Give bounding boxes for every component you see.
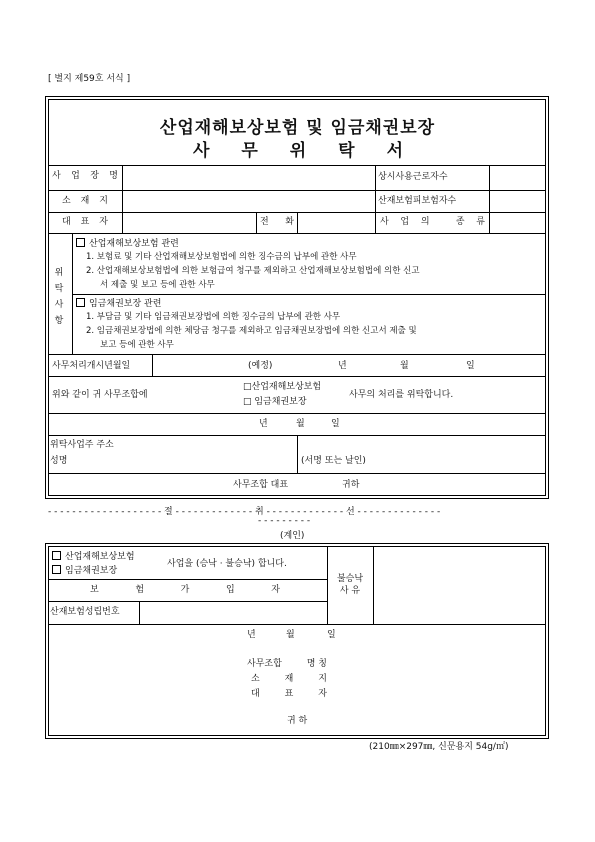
label-char: 소 xyxy=(251,674,260,684)
section1-item2: 2. 산업재해보상보험법에 의한 보험급여 청구를 제외하고 산업재해보상보험법에 의한 신고 xyxy=(86,266,420,276)
subtitle-char: 무 xyxy=(241,141,258,161)
entruster-address-label: 위탁사업주 주소 xyxy=(50,440,114,450)
checkbox[interactable] xyxy=(52,551,61,560)
insured-party-label xyxy=(90,585,280,596)
request-date-day: 일 xyxy=(331,419,340,429)
workers-field[interactable] xyxy=(490,166,545,189)
option-label: 산업재해보상보험 xyxy=(65,552,135,562)
addressee-label: 사무조합 대표 xyxy=(233,480,289,490)
representative-label: 대 표 자 xyxy=(62,217,108,227)
label-part: 사무조합 xyxy=(247,659,282,669)
label-char: 입 xyxy=(225,585,235,595)
section2-item2-cont: 보고 등에 관한 사무 xyxy=(100,340,174,350)
section1-item2-cont: 서 제출 및 보고 등에 관한 사무 xyxy=(100,280,215,290)
start-date-label: 사무처리개시년월일 xyxy=(52,361,131,371)
reject-reason-label xyxy=(331,574,369,597)
checkbox[interactable] xyxy=(52,565,61,574)
union-representative-label xyxy=(251,689,327,700)
cut-line: - - - - - - - - - - - - - - - - - - - 절 - - - - - - - - - - - - - 취 - - - - - - - - - - - - - 선 - - - - - - - - - - - - - - xyxy=(48,507,441,517)
phone-label: 전 화 xyxy=(260,217,294,227)
establishment-number-label: 산재보험성립번호 xyxy=(50,607,120,617)
side-label-char: 사 xyxy=(54,300,64,310)
form-subtitle xyxy=(193,136,403,161)
insured-field[interactable] xyxy=(490,191,545,211)
union-location-label xyxy=(251,674,327,685)
form-title: 산업재해보상보험 및 임금채권보장 xyxy=(159,118,436,138)
start-date-day: 일 xyxy=(466,361,475,371)
section2-item1: 1. 부담금 및 기타 임금채권보장법에 의한 징수금의 납부에 관한 사무 xyxy=(86,312,341,322)
request-option-wage[interactable]: □ 임금채권보장 xyxy=(243,397,307,407)
label-char: 자 xyxy=(318,689,327,699)
label-char: 험 xyxy=(135,585,145,595)
section2-item2: 2. 임금채권보장법에 의한 체당금 청구를 제외하고 임금채권보장법에 의한 신고서 제출 및 xyxy=(86,326,417,336)
section1-item1: 1. 보험료 및 기타 산업재해보상보험법에 의한 징수금의 납부에 관한 사무 xyxy=(86,252,357,262)
union-name-label xyxy=(247,659,327,670)
insured-label: 산재보험피보험자수 xyxy=(378,196,457,206)
checkbox[interactable] xyxy=(76,298,85,307)
label-char: 보 xyxy=(90,585,99,595)
subtitle-char: 위 xyxy=(289,141,307,161)
request-suffix: 사무의 처리를 위탁합니다. xyxy=(349,390,454,400)
reject-label-line: 사 유 xyxy=(339,586,361,596)
business-type-field[interactable] xyxy=(490,213,545,232)
receipt-option-wage[interactable] xyxy=(52,565,117,577)
location-field[interactable] xyxy=(123,191,374,211)
business-name-label: 사 업 장 명 xyxy=(52,171,118,181)
representative-field[interactable] xyxy=(123,213,255,232)
business-type-label: 사 업 의 종 류 xyxy=(380,217,485,227)
location-label: 소 재 지 xyxy=(62,196,108,206)
reject-label-line: 불승낙 xyxy=(336,574,364,584)
checkbox[interactable] xyxy=(76,238,85,247)
paper-spec: (210㎜×297㎜, 신문용지 54g/㎡) xyxy=(369,742,509,752)
option-label: 임금채권보장 xyxy=(65,566,118,576)
side-label-char: 위 xyxy=(54,268,64,278)
receipt-option-insurance[interactable] xyxy=(52,551,135,563)
subtitle-char: 사 xyxy=(193,141,210,161)
receipt-date-month: 월 xyxy=(286,630,295,640)
start-date-planned: (예정) xyxy=(248,361,273,371)
approval-text: 사업을 (승낙 · 불승낙) 합니다. xyxy=(167,559,287,569)
start-date-year: 년 xyxy=(338,361,347,371)
receipt-date-year: 년 xyxy=(247,630,256,640)
label-char: 재 xyxy=(284,674,294,684)
phone-field[interactable] xyxy=(298,213,374,232)
workers-label: 상시사용근로자수 xyxy=(378,172,448,182)
establishment-number-field[interactable] xyxy=(140,602,326,623)
subtitle-char: 탁 xyxy=(338,141,355,161)
side-label-char: 탁 xyxy=(54,284,64,294)
label-char: 가 xyxy=(180,585,190,595)
receipt-honorific: 귀 하 xyxy=(287,716,308,726)
section-title: 산업재해보상보험 관련 xyxy=(89,239,179,249)
entrusted-work-label xyxy=(52,268,66,327)
reject-reason-field[interactable] xyxy=(374,547,545,623)
subtitle-char: 서 xyxy=(386,141,403,161)
request-date-month: 월 xyxy=(296,419,305,429)
label-char: 표 xyxy=(284,689,294,699)
label-char: 대 xyxy=(251,689,260,699)
start-date-month: 월 xyxy=(400,361,409,371)
business-name-field[interactable] xyxy=(123,166,374,189)
request-option-insurance[interactable]: □산업재해보상보험 xyxy=(243,382,322,392)
entruster-field[interactable] xyxy=(120,437,295,471)
label-char: 지 xyxy=(318,674,327,684)
addressee-honorific: 귀하 xyxy=(342,480,360,490)
request-prefix: 위와 같이 귀 사무조합에 xyxy=(52,390,148,400)
form-number-label: [ 별지 제59호 서식 ] xyxy=(48,74,131,84)
label-part: 명 칭 xyxy=(306,659,327,669)
signature-label: (서명 또는 날인) xyxy=(301,456,366,466)
section-wage-claim[interactable] xyxy=(76,298,161,310)
label-char: 자 xyxy=(271,585,280,595)
side-label-char: 항 xyxy=(54,316,64,326)
receipt-date-day: 일 xyxy=(327,630,336,640)
seal-note: (계인) xyxy=(280,531,305,541)
cut-line-continuation: - - - - - - - - - xyxy=(258,516,311,526)
entruster-name-label: 성명 xyxy=(50,456,68,466)
section-title: 임금채권보장 관련 xyxy=(89,299,162,309)
section-industrial-insurance[interactable] xyxy=(76,238,179,250)
request-date-year: 년 xyxy=(259,419,268,429)
